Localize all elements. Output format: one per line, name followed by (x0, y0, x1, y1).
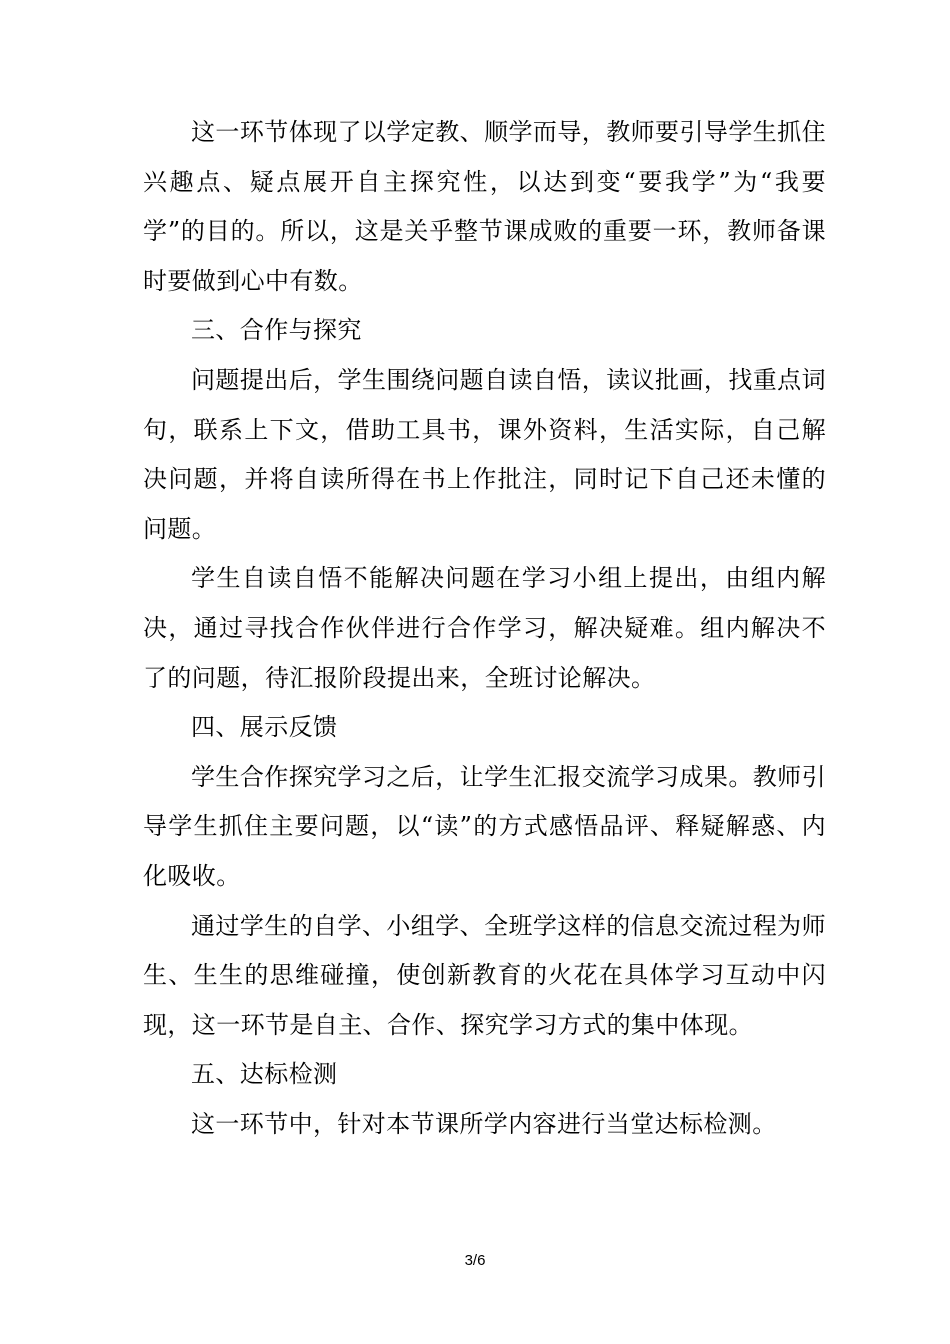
section-heading-5: 五、达标检测 (191, 1060, 338, 1089)
paragraph-2: 问题提出后，学生围绕问题自读自悟，读议批画，找重点词句，联系上下文，借助工具书，课外资料，生活实际，自己解决问题，并将自读所得在书上作批注，同时记下自己还未懂的问题。 (143, 365, 826, 543)
paragraph-1: 这一环节体现了以学定教、顺学而导，教师要引导学生抓住兴趣点、疑点展开自主探究性，以达到变“要我学”为“我要学”的目的。所以，这是关乎整节课成败的重要一环，教师备课时要做到心中有数。 (143, 118, 826, 295)
paragraph-3: 学生自读自悟不能解决问题在学习小组上提出，由组内解决，通过寻找合作伙伴进行合作学习，解决疑难。组内解决不了的问题，待汇报阶段提出来，全班讨论解决。 (143, 564, 826, 692)
page-number: 3/6 (464, 1252, 486, 1269)
paragraph-4: 学生合作探究学习之后，让学生汇报交流学习成果。教师引导学生抓住主要问题，以“读”的方式感悟品评、释疑解惑、内化吸收。 (143, 762, 826, 890)
section-heading-4: 四、展示反馈 (191, 713, 338, 742)
paragraph-6: 这一环节中，针对本节课所学内容进行当堂达标检测。 (191, 1109, 777, 1138)
section-heading-3: 三、合作与探究 (191, 316, 362, 345)
document-body (143, 108, 826, 1149)
paragraph-5: 通过学生的自学、小组学、全班学这样的信息交流过程为师生、生生的思维碰撞，使创新教育的火花在具体学习互动中闪现，这一环节是自主、合作、探究学习方式的集中体现。 (143, 911, 826, 1039)
